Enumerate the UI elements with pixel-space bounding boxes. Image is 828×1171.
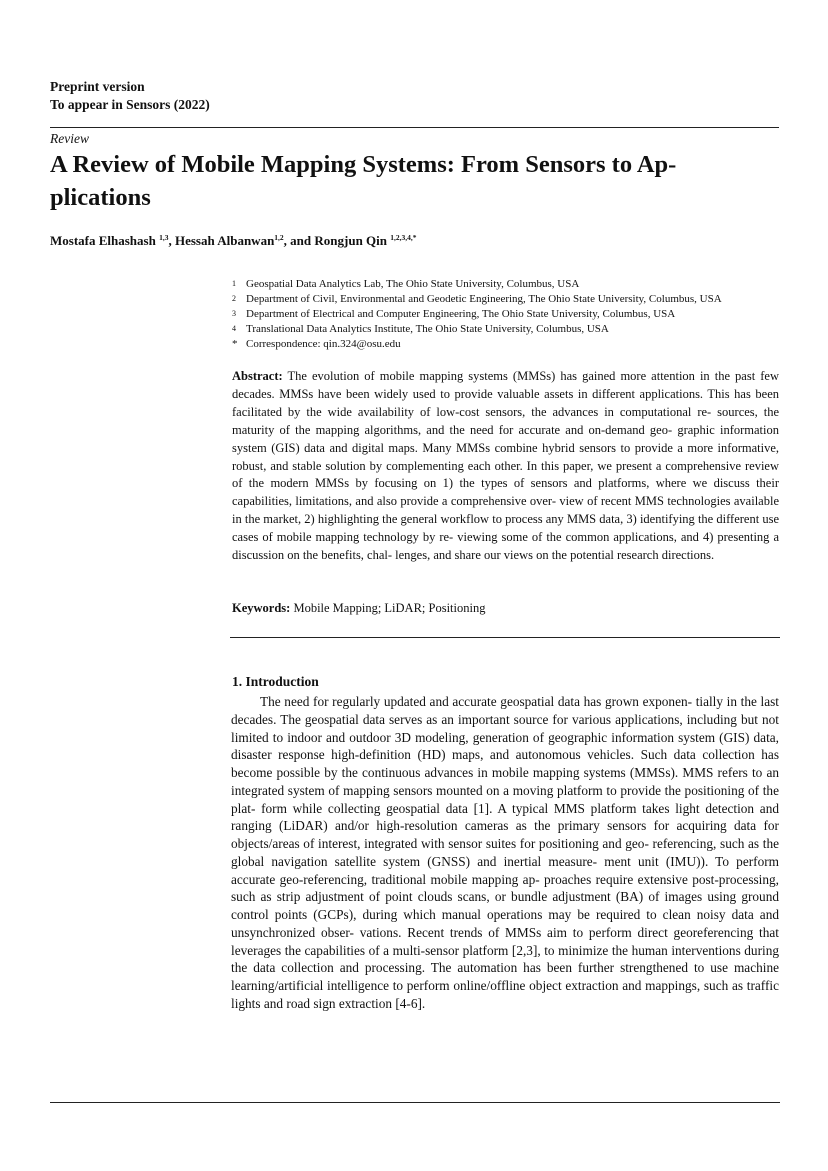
affiliation-text: Translational Data Analytics Institute, The Ohio State University, Columbus, USA xyxy=(246,323,609,335)
keywords xyxy=(232,601,485,616)
keywords-label: Keywords: xyxy=(232,601,291,615)
article-type: Review xyxy=(50,131,89,146)
affiliation-mark: 4 xyxy=(232,324,236,333)
journal-notice: To appear in Sensors (2022) xyxy=(50,97,210,112)
section-heading: 1. Introduction xyxy=(232,674,319,689)
author-affiliation-marks: 1,3 xyxy=(159,233,169,242)
correspondence-text: Correspondence: qin.324@osu.edu xyxy=(246,338,401,350)
author-affiliation-marks: 1,2,3,4,* xyxy=(390,233,417,242)
affiliation-mark: 3 xyxy=(232,309,236,318)
correspondence-item xyxy=(232,337,782,352)
author-list xyxy=(50,233,417,249)
affiliation-mark: 2 xyxy=(232,294,236,303)
top-divider xyxy=(50,127,779,128)
abstract-divider xyxy=(230,637,780,638)
author-name: Mostafa Elhashash xyxy=(50,233,156,248)
affiliation-item xyxy=(232,292,782,307)
author-affiliation-marks: 1,2 xyxy=(274,233,284,242)
footer-divider xyxy=(50,1102,780,1103)
affiliation-mark: 1 xyxy=(232,279,236,288)
affiliation-item xyxy=(232,277,782,292)
keywords-text: Mobile Mapping; LiDAR; Positioning xyxy=(293,601,486,615)
affiliation-item xyxy=(232,307,782,322)
preprint-notice xyxy=(50,78,210,114)
abstract xyxy=(232,368,779,565)
preprint-version: Preprint version xyxy=(50,79,145,94)
affiliation-text: Geospatial Data Analytics Lab, The Ohio State University, Columbus, USA xyxy=(246,278,580,290)
author-separator: , and xyxy=(283,233,315,248)
author-name: Rongjun Qin xyxy=(314,233,388,248)
affiliation-list xyxy=(232,277,782,352)
affiliation-item xyxy=(232,322,782,337)
affiliation-text: Department of Electrical and Computer Engineering, The Ohio State University, Columbus, USA xyxy=(246,308,676,320)
abstract-label: Abstract: xyxy=(232,369,283,383)
section-body: The need for regularly updated and accurate geospatial data has grown exponen- tially in the last decades. The geospatial data serves as an important source for various applications, including but not limited to indoor and outdoor 3D modeling, generation of geographic information system (GIS) data, disaster response high-definition (HD) maps, and autonomous vehicles. Such data collection has become possible by the continuous advances in mobile mapping systems (MMSs). MMS refers to an integrated system of mapping sensors mounted on a moving platform to provide the positioning of the plat- form while collecting geospatial data [1]. A typical MMS platform takes light detection and ranging (LiDAR) and/or high-resolution cameras as the primary sensors for acquiring data for objects/areas of interest, integrated with sensor suites for positioning and geo- referencing, such as the global navigation satellite system (GNSS) and inertial measure- ment unit (IMU)). To perform accurate geo-referencing, traditional mobile mapping ap- proaches require extensive post-processing, such as strip adjustment of point clouds scans, or bundle adjustment (BA) of images using ground control points (GCPs), during which manual operations may be required to clean noisy data and unsynchronized obser- vations. Recent trends of MMSs aim to perform direct georeferencing that leverages the capabilities of a multi-sensor platform [2,3], to minimize the human interventions during the data collection and processing. The automation has been further strengthened to use machine learning/artificial intelligence to perform online/offline object extraction and mappings, such as traffic lights and road sign extraction [4-6]. xyxy=(231,694,779,1011)
affiliation-text: Department of Civil, Environmental and Geodetic Engineering, The Ohio State University, Columbus, USA xyxy=(246,293,722,305)
author-name: Hessah Albanwan xyxy=(174,233,275,248)
author-separator: , xyxy=(168,233,175,248)
paper-title: A Review of Mobile Mapping Systems: From Sensors to Ap- plications xyxy=(50,151,677,211)
correspondence-mark: * xyxy=(232,338,238,350)
abstract-text: The evolution of mobile mapping systems (MMSs) has gained more attention in the past few decades. MMSs have been widely used to provide valuable assets in different applications. This has been facilitated by the wide availability of low-cost sensors, the advances in computational re- sources, the maturity of the mapping algorithms, and the need for accurate and on-demand geo- graphic information system (GIS) data and digital maps. Many MMSs combine hybrid sensors to provide a more informative, robust, and stable solution by complementing each other. In this paper, we present a comprehensive review of the modern MMSs by focusing on 1) the types of sensors and platforms, where we discuss their capabilities, limitations, and also provide a comprehensive over- view of recent MMS technologies available in the market, 2) highlighting the general workflow to process any MMS data, 3) identifying the different use cases of mobile mapping technology by re- viewing some of the common applications, and 4) presenting a discussion on the benefits, chal- lenges, and share our views on the potential research directions. xyxy=(232,369,779,563)
